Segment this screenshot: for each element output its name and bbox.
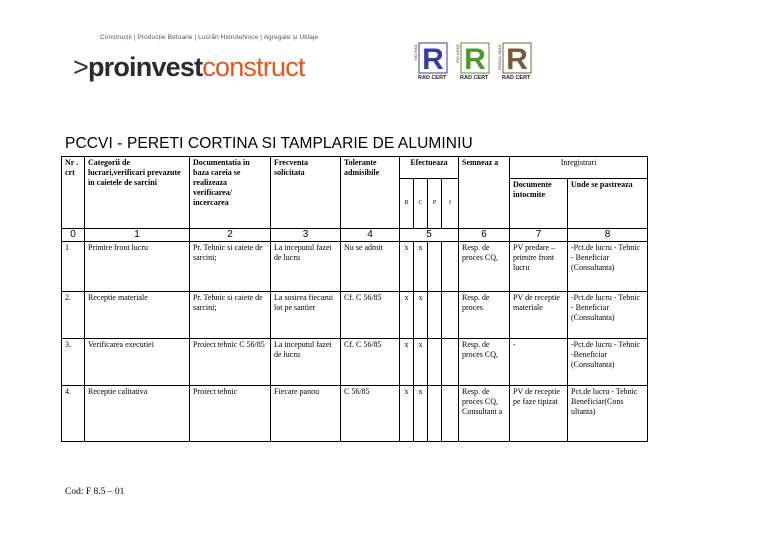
cell-nr: 3.: [62, 338, 85, 385]
col-number: 1: [85, 229, 190, 242]
header-row-1: [62, 157, 648, 179]
cert-label: RAD CERT: [502, 75, 531, 81]
cell-frecventa: Fiecare panou: [271, 385, 341, 441]
col-number: 7: [510, 229, 568, 242]
cell-p: [428, 241, 442, 291]
cell-documentatie: Proiect tehnic: [190, 385, 271, 441]
header-tolerante: Tolerante admisibile: [341, 157, 400, 229]
cell-b: x: [400, 338, 414, 385]
company-logo: [73, 54, 305, 81]
header-ef-c: C: [414, 179, 428, 229]
column-number-row: [62, 229, 648, 242]
cell-categorie: Verificarea executiei: [85, 338, 190, 385]
company-tagline: Construcții | Producție Betoane | Lucrări Hidrotehnice | Agregate și Utilaje: [100, 34, 319, 41]
cert-letter: R: [506, 43, 528, 74]
cell-i: [442, 338, 459, 385]
col-number: 0: [62, 229, 85, 242]
cell-p: [428, 338, 442, 385]
header-unde: Unde se pastreaza: [568, 179, 648, 229]
col-number: 4: [341, 229, 400, 242]
cell-documentatie: Pr. Tehnic si caiete de sarcini;: [190, 291, 271, 338]
cell-i: [442, 385, 459, 441]
cert-letter: R: [422, 43, 444, 74]
cert-r-icon: [455, 42, 493, 74]
cell-tolerante: Cf. C 56/85: [341, 338, 400, 385]
header-nr: Nr . crt: [62, 157, 85, 229]
cert-iso-label: ISO 9001: [413, 44, 418, 61]
cell-i: [442, 241, 459, 291]
cell-b: x: [400, 385, 414, 441]
table-row: [62, 385, 648, 441]
header-semneaza: Semneaz a: [459, 157, 510, 229]
table-row: [62, 338, 648, 385]
cell-semneaza: Resp. de proces: [459, 291, 510, 338]
cell-documente: PV de receptie pe faze tipizat: [510, 385, 568, 441]
cell-categorie: Receptie calitativa: [85, 385, 190, 441]
cell-documente: -: [510, 338, 568, 385]
inspection-plan-table: [61, 156, 648, 442]
cert-r-icon: [413, 42, 451, 74]
cert-r-icon: [497, 42, 535, 74]
form-code: Cod: F 8.5 – 01: [65, 487, 125, 497]
header-documente: Documente intocmite: [510, 179, 568, 229]
header-ef-p: P: [428, 179, 442, 229]
cell-c: x: [414, 385, 428, 441]
logo-arrow: >: [73, 52, 88, 82]
header-categorii: Categorii de lucrari,verificari prevazute in caietele de sarcini: [85, 157, 190, 229]
cell-nr: 1: [62, 241, 85, 291]
header-ef-b: B: [400, 179, 414, 229]
cell-documente: PV predare – primire front lucru: [510, 241, 568, 291]
col-number: 2: [190, 229, 271, 242]
cert-label: RAD CERT: [460, 75, 489, 81]
cell-p: [428, 385, 442, 441]
cell-unde: -Pct.de lucru - Tehnic - Beneficiar (Consultanta): [568, 241, 648, 291]
table-row: [62, 291, 648, 338]
cell-tolerante: Cf. C 56/85: [341, 291, 400, 338]
cell-unde: -Pct.de lucru - Tehnic - Beneficiar (Consultanta): [568, 291, 648, 338]
document-title: PCCVI - PERETI CORTINA SI TAMPLARIE DE ALUMINIU: [65, 135, 473, 152]
cell-documentatie: Pr. Tehnic si caiete de sarcini;: [190, 241, 271, 291]
cell-c: x: [414, 241, 428, 291]
cell-semneaza: Resp. de proces CQ, Consultant a: [459, 385, 510, 441]
cell-tolerante: Nu se admit: [341, 241, 400, 291]
cell-c: x: [414, 338, 428, 385]
cert-letter: R: [464, 43, 486, 74]
cell-nr: 2.: [62, 291, 85, 338]
cell-unde: Pct.de lucru - Tehnic Beneficiar(Cons ultanta): [568, 385, 648, 441]
table-row: [62, 241, 648, 291]
cell-c: x: [414, 291, 428, 338]
cert-logo-iso9001: [413, 42, 451, 82]
cell-documentatie: Proiect tehnic C 56/85: [190, 338, 271, 385]
cell-frecventa: La inceputul fazei de lucru: [271, 338, 341, 385]
cell-categorie: Receptie materiale: [85, 291, 190, 338]
cell-tolerante: C 56/85: [341, 385, 400, 441]
certification-logos: [413, 42, 535, 82]
cell-i: [442, 291, 459, 338]
cert-logo-iso14001: [455, 42, 493, 82]
header-ef-i: I: [442, 179, 459, 229]
cell-b: x: [400, 241, 414, 291]
cell-nr: 4.: [62, 385, 85, 441]
col-number: 3: [271, 229, 341, 242]
col-number: 5: [400, 229, 459, 242]
cell-unde: -Pct.de lucru - Tehnic -Beneficiar (Consultanta): [568, 338, 648, 385]
cert-label: RAD CERT: [418, 75, 447, 81]
header-documentatia: Documentatia in baza careia se realizeaza verificarea/ incercarea: [190, 157, 271, 229]
cell-semneaza: Resp. de proces CQ,: [459, 241, 510, 291]
logo-light-text: construct: [202, 52, 305, 82]
cert-logo-ohsas: [497, 42, 535, 82]
cell-p: [428, 291, 442, 338]
cert-iso-label: ISO 14001: [455, 44, 460, 64]
header-frecventa: Frecventa solicitata: [271, 157, 341, 229]
cert-iso-label: OHSAS 18001: [497, 44, 502, 71]
header-inregistrari: Inregistrari: [510, 157, 648, 179]
cell-b: x: [400, 291, 414, 338]
cell-documente: PV de receptie materiale: [510, 291, 568, 338]
cell-frecventa: La sosirea fiecarui lot pe santier: [271, 291, 341, 338]
cell-categorie: Primire front lucru: [85, 241, 190, 291]
header-efectueaza: Efectueaza: [400, 157, 459, 179]
col-number: 8: [568, 229, 648, 242]
cell-frecventa: La inceputul fazei de lucru: [271, 241, 341, 291]
logo-bold-text: proinvest: [87, 52, 203, 82]
col-number: 6: [459, 229, 510, 242]
cell-semneaza: Resp. de proces CQ,: [459, 338, 510, 385]
